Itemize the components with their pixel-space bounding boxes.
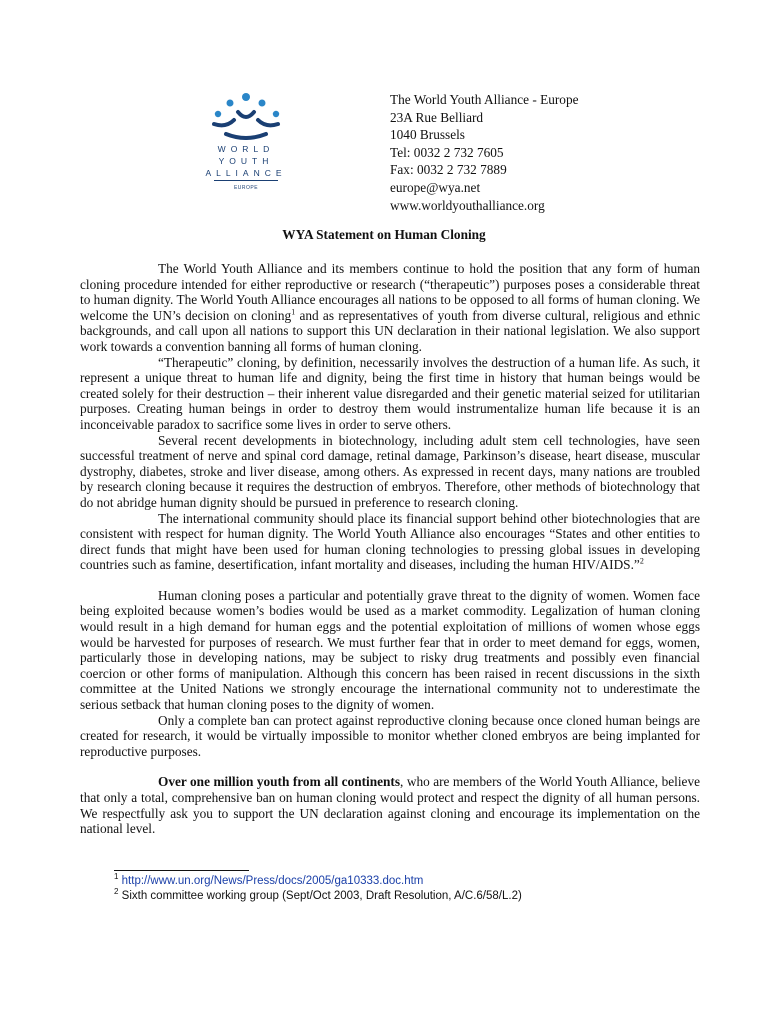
- paragraph-4: The international community should place its financial support behind other biotechnologies that are consistent with respect for human dignity. The World Youth Alliance also encourages “States and other entities to direct funds that might have been used for human cloning technologies to pressing global issues in developing countries such as famine, desertification, infant mortality and diseases, including the human HIV/AIDS.”$^2$: [80, 510, 700, 573]
- logo-word-alliance: ALLIANCE: [205, 168, 287, 178]
- wya-logo-figures-icon: [204, 92, 288, 140]
- footnote-2-text: Sixth committee working group (Sept/Oct 2003, Draft Resolution, A/C.6/58/L.2): [121, 890, 522, 902]
- wya-logo: [200, 92, 292, 198]
- address-block: [390, 91, 579, 214]
- logo-word-world: WORLD: [217, 144, 275, 154]
- footnote-ref-2[interactable]: 2: [639, 556, 644, 566]
- paragraph-5: Human cloning poses a particular and potentially grave threat to the dignity of women. Women face being exploited because women’s bodies would be used as a market commodity. Legalization of human cloning would result in a high demand for human eggs and the potential exploitation of millions of women whose eggs would be harvested for purposes of research. We must further fear that in order to meet demand for eggs, women, particularly those in developing nations, may be subject to risky drug treatments and possibly even financial coercion or other forms of manipulation. Although this concern has been raised in recent discussions in the sixth committee at the United Nations we strongly encourage the international community not to underestimate the serious setback that human cloning poses to the dignity of women.: [80, 587, 700, 713]
- paragraph-7-bold: Over one million youth from all continents: [158, 774, 401, 790]
- document-title: WYA Statement on Human Cloning: [282, 227, 486, 242]
- paragraph-3: Several recent developments in biotechnology, including adult stem cell technologies, have seen successful treatment of nerve and spinal cord damage, retinal damage, Parkinson’s disease, heart disease, muscular dystrophy, diabetes, stroke and liver disease, among others. As expressed in recent days, many nations are troubled by research cloning because it requires the destruction of embryos. Therefore, other methods of biotechnology that do not abridge human dignity should be pursued in preference to research cloning.: [80, 432, 700, 510]
- address-org: The World Youth Alliance - Europe: [390, 92, 579, 107]
- logo-divider: [214, 180, 278, 181]
- logo-subtitle: EUROPE: [233, 185, 259, 191]
- paragraph-1: The World Youth Alliance and its members continue to hold the position that any form of human cloning procedure intended for either reproductive or research (“therapeutic”) purposes poses a considerable threat to human dignity. The World Youth Alliance encourages all nations to be opposed to all forms of human cloning. We welcome the UN’s decision on cloning$^1$ and as representatives of youth from diverse cultural, religious and ethnic backgrounds, and call upon all nations to support this UN declaration in their national legislation. We also support work towards a convention banning all forms of human cloning.: [80, 261, 700, 354]
- address-tel: Tel: 0032 2 732 7605: [390, 144, 504, 160]
- logo-word-youth: YOUTH: [218, 156, 274, 166]
- footnote-separator: [114, 870, 249, 871]
- footnote-1: $^1$ http://www.un.org/News/Press/docs/2005/ga10333.doc.htm: [114, 872, 424, 887]
- paragraph-2: “Therapeutic” cloning, by definition, necessarily involves the destruction of a human life. As such, it represent a unique threat to human life and dignity, being the first time in history that human beings would be created solely for their destruction – their inherent value disregarded and their genetic material seized for utilitarian purposes. Creating human beings in order to destroy them would instrumentalize human life because it is an inconceivable paradox to sacrifice some lives in order to serve others.: [80, 354, 700, 432]
- footnote-ref-1[interactable]: 1: [291, 307, 296, 317]
- footnote-1-link[interactable]: http://www.un.org/News/Press/docs/2005/ga10333.doc.htm: [121, 875, 424, 887]
- paragraph-6: Only a complete ban can protect against reproductive cloning because once cloned human beings are created for research, it would be virtually impossible to monitor whether cloned embryos are being implanted for reproductive purposes.: [80, 712, 700, 759]
- address-email[interactable]: europe@wya.net: [390, 179, 481, 195]
- address-fax: Fax: 0032 2 732 7889: [390, 162, 507, 178]
- paragraph-7: Over one million youth from all continents, who are members of the World Youth Alliance, believe that only a total, comprehensive ban on human cloning would protect and respect the dignity of all human persons. We respectfully ask you to support the UN declaration against cloning and encourage its implementation on the national level.: [80, 774, 700, 837]
- footnote-2: $^2$ Sixth committee working group (Sept/Oct 2003, Draft Resolution, A/C.6/58/L.2): [114, 887, 522, 902]
- address-website[interactable]: www.worldyouthalliance.org: [390, 197, 545, 213]
- address-street: 23A Rue Belliard: [390, 109, 484, 125]
- statement-body: [80, 261, 700, 837]
- footnotes: [114, 874, 522, 904]
- address-city: 1040 Brussels: [390, 127, 465, 143]
